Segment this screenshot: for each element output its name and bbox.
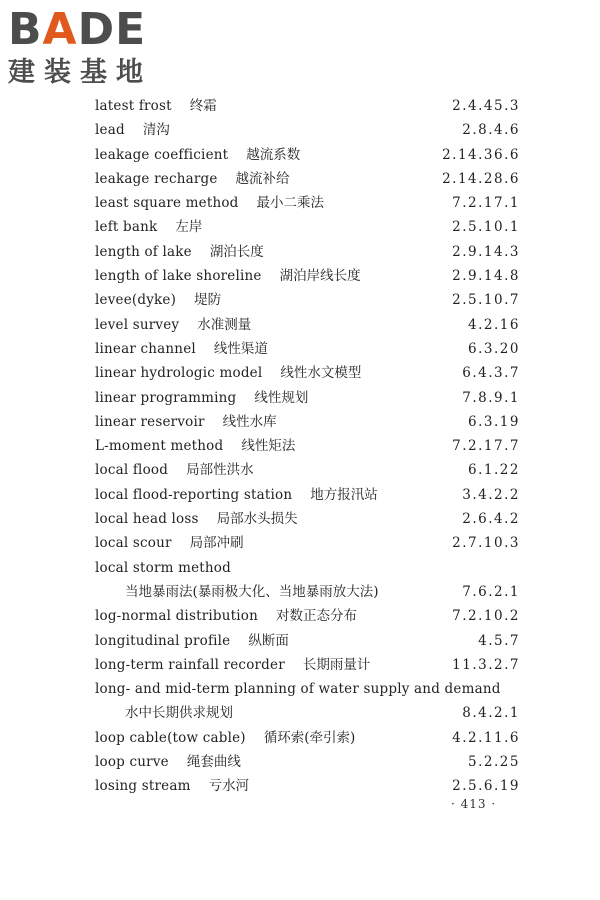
entry-chinese-term: 对数正态分布: [275, 608, 357, 625]
entry-section-number: 6.3.20: [468, 340, 520, 357]
entry-chinese-term: 湖泊长度: [209, 243, 264, 260]
entry-english-term: length of lake shoreline: [95, 268, 262, 285]
entry-chinese-term: 地方报汛站: [310, 486, 378, 503]
entry-chinese-term: 循环索(牵引索): [263, 729, 356, 746]
entry-section-number: 7.6.2.1: [462, 583, 520, 600]
entry-chinese-term: 局部性洪水: [186, 462, 254, 479]
entry-english-term: L-moment method: [95, 438, 224, 455]
entry-chinese-term: 越流系数: [246, 146, 301, 163]
entry-chinese-term: 水准测量: [197, 316, 252, 333]
entry-section-number: 7.8.9.1: [462, 389, 520, 406]
entry-english-term: log-normal distribution: [95, 608, 258, 625]
entry-section-number: 6.1.22: [468, 462, 520, 479]
entry-section-number: 2.5.10.7: [452, 292, 520, 309]
entry-section-number: 4.2.16: [468, 316, 520, 333]
entry-section-number: 2.4.45.3: [452, 98, 520, 114]
entry-section-number: 3.4.2.2: [462, 486, 520, 503]
entry-english-term: longitudinal profile: [95, 632, 231, 649]
glossary-entry: [95, 288, 520, 312]
entry-english-term: linear programming: [95, 389, 237, 406]
entry-chinese-term: 清沟: [142, 122, 170, 139]
entry-section-number: 2.14.36.6: [442, 146, 520, 163]
entry-english-term: local flood: [95, 462, 169, 479]
entry-english-term: local scour: [95, 535, 172, 552]
entry-section-number: 11.3.2.7: [452, 656, 520, 673]
entry-section-number: 2.9.14.8: [452, 268, 520, 285]
glossary-entry: [95, 604, 520, 628]
logo-subtitle: 建装基地: [8, 57, 152, 88]
entry-chinese-term: 局部水头损失: [216, 511, 298, 528]
entry-section-number: 2.5.10.1: [452, 219, 520, 236]
entry-english-term: local head loss: [95, 511, 199, 528]
entry-english-term: level survey: [95, 316, 180, 333]
entry-section-number: 8.4.2.1: [462, 705, 520, 722]
glossary-entry: [95, 143, 520, 167]
entry-section-number: 2.8.4.6: [462, 122, 520, 139]
entry-english-term: lead: [95, 122, 125, 139]
entry-section-number: 2.9.14.3: [452, 243, 520, 260]
entry-section-number: 4.5.7: [478, 632, 520, 649]
entry-chinese-term: 局部冲刷: [189, 535, 244, 552]
entry-chinese-term: 纵断面: [248, 632, 289, 649]
glossary-entry: [95, 410, 520, 434]
entry-chinese-term: 线性水库: [222, 413, 277, 430]
glossary-entry: [95, 677, 520, 701]
entry-english-term: losing stream: [95, 778, 191, 795]
entry-english-term: local flood-reporting station: [95, 486, 293, 503]
logo-letters-de: DE: [77, 4, 147, 55]
glossary-entry: [95, 701, 520, 725]
glossary-entry: [95, 191, 520, 215]
glossary-entry: [95, 361, 520, 385]
glossary-entry: [95, 653, 520, 677]
entry-chinese-term: 线性渠道: [213, 340, 268, 357]
glossary-entry: [95, 313, 520, 337]
glossary-entry: [95, 507, 520, 531]
entry-english-term: latest frost: [95, 98, 172, 114]
entry-english-term: levee(dyke): [95, 292, 177, 309]
page-number: · 413 ·: [451, 797, 497, 811]
entry-chinese-term: 长期雨量计: [302, 656, 371, 673]
entry-section-number: 2.5.6.19: [452, 778, 520, 795]
glossary-entry: [95, 726, 520, 750]
entry-section-number: 2.6.4.2: [462, 511, 520, 528]
entry-english-term: loop curve: [95, 754, 169, 771]
entry-section-number: 7.2.17.7: [452, 438, 520, 455]
glossary-entry: [95, 434, 520, 458]
entry-section-number: 2.14.28.6: [442, 170, 520, 187]
logo-letter-a-accent: A: [42, 4, 78, 55]
glossary-entry: [95, 580, 520, 604]
glossary-entry: [95, 94, 520, 118]
entry-english-term: linear channel: [95, 340, 196, 357]
glossary-entry: [95, 264, 520, 288]
logo-letter-b: B: [8, 4, 43, 55]
entry-chinese-term: 湖泊岸线长度: [279, 268, 361, 285]
glossary-entry: [95, 215, 520, 239]
entry-english-term: loop cable(tow cable): [95, 729, 246, 746]
entry-english-term: length of lake: [95, 243, 192, 260]
entry-section-number: 6.3.19: [468, 413, 520, 430]
entry-chinese-term: 绳套曲线: [186, 754, 241, 771]
entry-english-term: local storm method: [95, 559, 231, 576]
glossary-entry: [95, 337, 520, 361]
entry-english-term: least square method: [95, 195, 239, 212]
entry-section-number: 5.2.25: [468, 754, 520, 771]
entry-english-term: long- and mid-term planning of water supply and demand: [95, 681, 501, 698]
glossary-entry: [95, 240, 520, 264]
bade-logo: [8, 6, 178, 96]
glossary-entry: [95, 531, 520, 555]
entry-section-number: 7.2.17.1: [452, 195, 520, 212]
glossary-entry: [95, 483, 520, 507]
glossary-entry: [95, 556, 520, 580]
entry-chinese-term: 左岸: [175, 219, 203, 236]
entry-english-term: linear hydrologic model: [95, 365, 263, 382]
entry-chinese-term: 越流补给: [235, 170, 290, 187]
entry-chinese-term: 堤防: [194, 292, 222, 309]
entry-chinese-term: 亏水河: [208, 778, 250, 795]
glossary-entry: [95, 118, 520, 142]
glossary-entry: [95, 386, 520, 410]
entry-english-term: linear reservoir: [95, 413, 205, 430]
entry-chinese-term: 线性矩法: [241, 438, 296, 455]
glossary-entry: [95, 167, 520, 191]
entry-chinese-term: 水中长期供求规划: [125, 705, 233, 722]
entry-english-term: leakage coefficient: [95, 146, 229, 163]
entry-english-term: long-term rainfall recorder: [95, 656, 285, 673]
glossary-entry: [95, 750, 520, 774]
entry-english-term: leakage recharge: [95, 170, 218, 187]
glossary-entry: [95, 629, 520, 653]
glossary-entry-list: [95, 94, 520, 799]
entry-english-term: left bank: [95, 219, 158, 236]
entry-section-number: 4.2.11.6: [452, 729, 520, 746]
entry-chinese-term: 线性水文模型: [280, 365, 362, 382]
entry-section-number: 2.7.10.3: [452, 535, 520, 552]
glossary-entry: [95, 458, 520, 482]
entry-chinese-term: 线性规划: [254, 389, 309, 406]
entry-chinese-term: 终霜: [189, 98, 217, 114]
logo-wordmark: [8, 6, 178, 54]
entry-section-number: 7.2.10.2: [452, 608, 520, 625]
entry-chinese-term: 当地暴雨法(暴雨极大化、当地暴雨放大法): [125, 583, 379, 600]
glossary-entry: [95, 774, 520, 798]
entry-section-number: 6.4.3.7: [462, 365, 520, 382]
entry-chinese-term: 最小二乘法: [256, 195, 325, 212]
